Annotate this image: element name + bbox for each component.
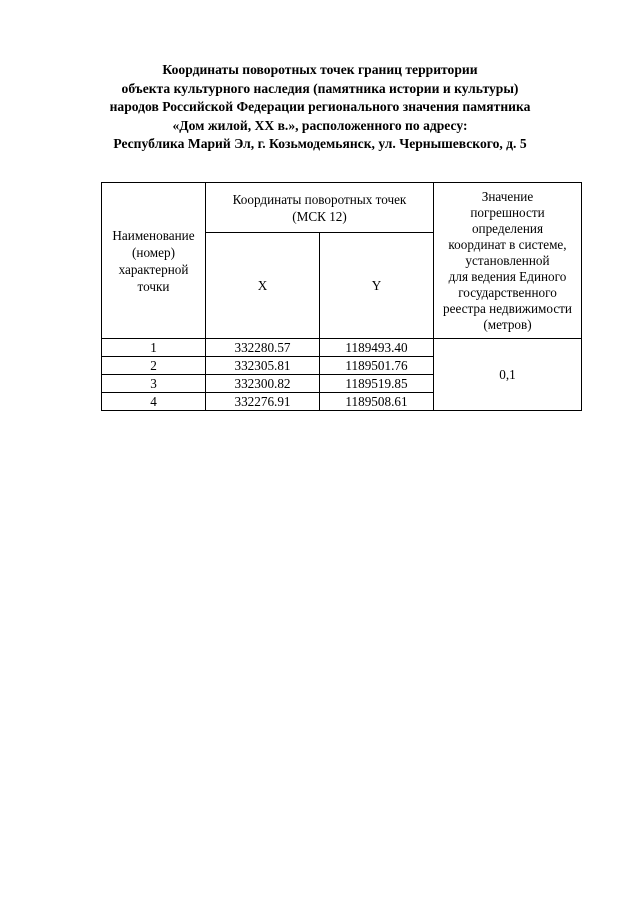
table-row [102,339,582,357]
error-header-line: определения [471,220,544,236]
y-value-cell: 1189508.61 [320,393,434,411]
point-name-header [102,183,206,339]
coordinates-table [101,182,582,411]
y-value-cell: 1189493.40 [320,339,434,357]
coordinates-header [206,183,434,233]
y-header: Y [320,233,434,339]
coordinates-header-line: Координаты поворотных точек [232,191,407,207]
point-name-header-line: (номер) [132,244,175,260]
title-line-1: Координаты поворотных точек границ территории [162,62,478,77]
point-number-cell: 4 [102,393,206,411]
error-header-line: для ведения Единого [448,268,567,284]
title-line-3: народов Российской Федерации регионального значения памятника [109,99,531,114]
x-value-cell: 332276.91 [206,393,320,411]
title-line-5: Республика Марий Эл, г. Козьмодемьянск, ул. Чернышевского, д. 5 [113,136,527,151]
title-line-4: «Дом жилой, XX в.», расположенного по адресу: [172,117,468,133]
x-value-cell: 332300.82 [206,375,320,393]
error-header-line: погрешности [470,204,545,220]
x-header: X [206,233,320,339]
x-value-cell: 332280.57 [206,339,320,357]
error-header-line: координат в системе, [448,236,567,252]
y-value-cell: 1189519.85 [320,375,434,393]
point-number-cell: 2 [102,357,206,375]
point-name-header-line: точки [137,278,170,294]
point-number-cell: 3 [102,375,206,393]
error-header-line: государственного [458,284,557,300]
coordinates-header-line: (МСК 12) [292,208,347,224]
error-header [434,183,582,339]
x-value-cell: 332305.81 [206,357,320,375]
error-header-line: (метров) [483,316,532,332]
point-name-header-line: характерной [118,261,189,277]
error-header-line: реестра недвижимости [443,300,572,316]
error-header-line: установленной [465,252,550,268]
document-title [0,61,640,154]
error-header-line: Значение [481,188,534,204]
error-value-cell: 0,1 [434,339,582,411]
y-value-cell: 1189501.76 [320,357,434,375]
title-line-2: объекта культурного наследия (памятника истории и культуры) [121,80,519,96]
point-number-cell: 1 [102,339,206,357]
table-header-row-1 [102,183,582,233]
point-name-header-line: Наименование [112,227,195,243]
